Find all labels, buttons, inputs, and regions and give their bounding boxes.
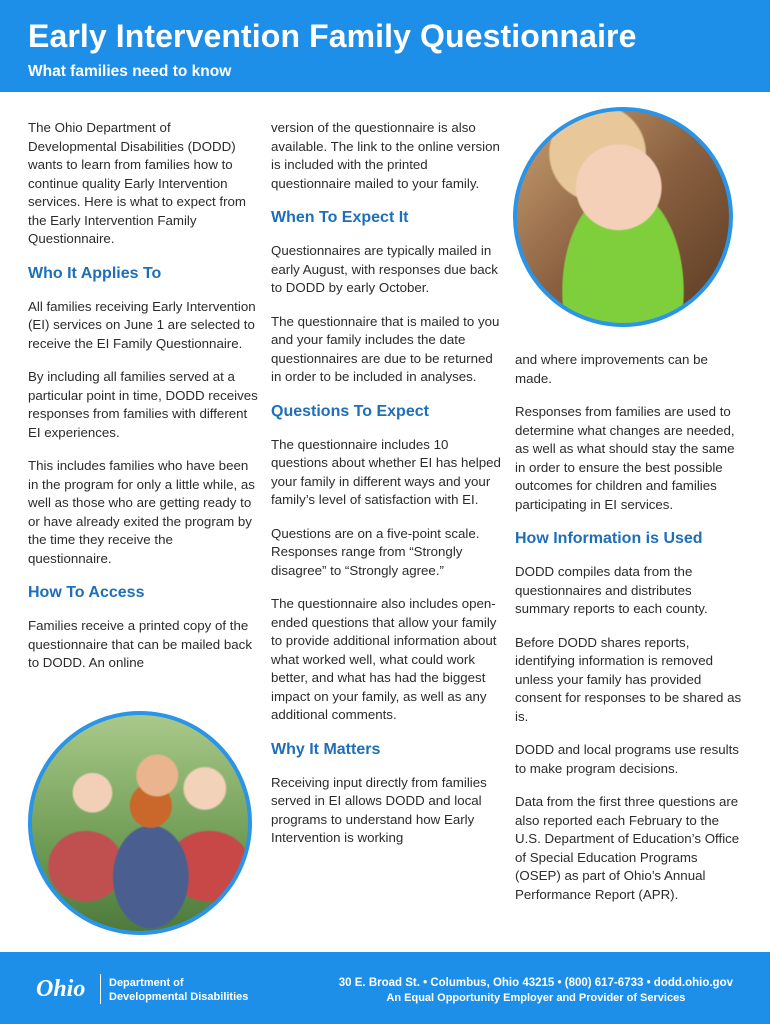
family-photo	[28, 711, 252, 935]
questions-paragraph-1: The questionnaire includes 10 questions about whether EI has helped your family in different ways and your family’s level of satisfaction with EI.	[271, 436, 501, 507]
column-3	[515, 351, 747, 919]
intro-paragraph: The Ohio Department of Developmental Disabilities (DODD) wants to learn from families how to continue quality Early Intervention services. Here is what to expect from the Early Intervention Family Questionnaire.	[28, 120, 246, 246]
header-banner	[0, 0, 770, 92]
department-line-2: Developmental Disabilities	[109, 991, 249, 1003]
footer-banner	[0, 952, 770, 1024]
why-paragraph-2: Responses from families are used to determine what changes are needed, as well as what should stay the same in order to ensure the best possible outcomes for children and families participating in EI services.	[515, 404, 735, 512]
how-to-access-heading: How To Access	[28, 584, 145, 601]
column-1	[28, 119, 260, 688]
used-paragraph-3: DODD and local programs use results to make program decisions.	[515, 742, 739, 776]
department-line-1: Department of	[109, 977, 184, 989]
used-paragraph-1: DODD compiles data from the questionnaires and distributes summary reports to each county.	[515, 564, 708, 616]
child-photo	[513, 107, 733, 327]
equal-opportunity-tagline: An Equal Opportunity Employer and Provider of Services	[386, 992, 686, 1004]
who-applies-heading: Who It Applies To	[28, 264, 162, 282]
department-name	[109, 976, 248, 1004]
who-paragraph-3: This includes families who have been in the program for only a little while, as well as those who are getting ready to or have already exited the program by the time they receive the questionnaire.	[28, 458, 255, 566]
logo-divider	[100, 974, 101, 1004]
how-information-used-heading: How Information is Used	[515, 530, 703, 547]
why-paragraph-1-continued: and where improvements can be made.	[515, 352, 708, 386]
contact-info: 30 E. Broad St. • Columbus, Ohio 43215 • (800) 617-6733 • dodd.ohio.gov	[338, 977, 733, 989]
when-paragraph-1: Questionnaires are typically mailed in early August, with responses due back to DODD by early October.	[271, 243, 498, 295]
used-paragraph-4: Data from the first three questions are also reported each February to the U.S. Department of Education’s Office of Special Education Programs (OSEP) as part of Ohio’s Annual Performance Report (APR).	[515, 794, 740, 902]
who-paragraph-2: By including all families served at a particular point in time, DODD receives responses from families with different EI experiences.	[28, 369, 258, 440]
page-title: Early Intervention Family Questionnaire	[28, 18, 637, 54]
page-subtitle: What families need to know	[28, 63, 232, 80]
why-it-matters-heading: Why It Matters	[271, 740, 381, 758]
column-2	[271, 119, 503, 863]
when-to-expect-heading: When To Expect It	[271, 209, 409, 226]
contact-block	[339, 976, 733, 1006]
questions-to-expect-heading: Questions To Expect	[271, 402, 429, 420]
who-paragraph-1: All families receiving Early Intervention (EI) services on June 1 are selected to receive the EI Family Questionnaire.	[28, 298, 256, 351]
why-paragraph-1: Receiving input directly from families served in EI allows DODD and local programs to understand how Early Intervention is working	[271, 774, 487, 845]
access-paragraph-1-continued: version of the questionnaire is also available. The link to the online version is included with the printed questionnaire mailed to your family.	[271, 120, 500, 191]
questions-paragraph-2: Questions are on a five-point scale. Responses range from “Strongly disagree” to “Strongly agree.”	[271, 525, 480, 578]
questions-paragraph-3: The questionnaire also includes open-ended questions that allow your family to provide additional information about what worked well, what could work better, and what has had the biggest impact on your family, as well as any additional comments.	[271, 596, 497, 722]
used-paragraph-2: Before DODD shares reports, identifying information is removed unless your family has provided consent for responses to be shared as is.	[515, 634, 742, 724]
ohio-logo: Ohio	[36, 976, 86, 1002]
access-paragraph-1: Families receive a printed copy of the questionnaire that can be mailed back to DODD. An online	[28, 618, 252, 670]
when-paragraph-2: The questionnaire that is mailed to you and your family includes the date questionnaires are due to be returned in order to be included in analyses.	[271, 313, 500, 384]
